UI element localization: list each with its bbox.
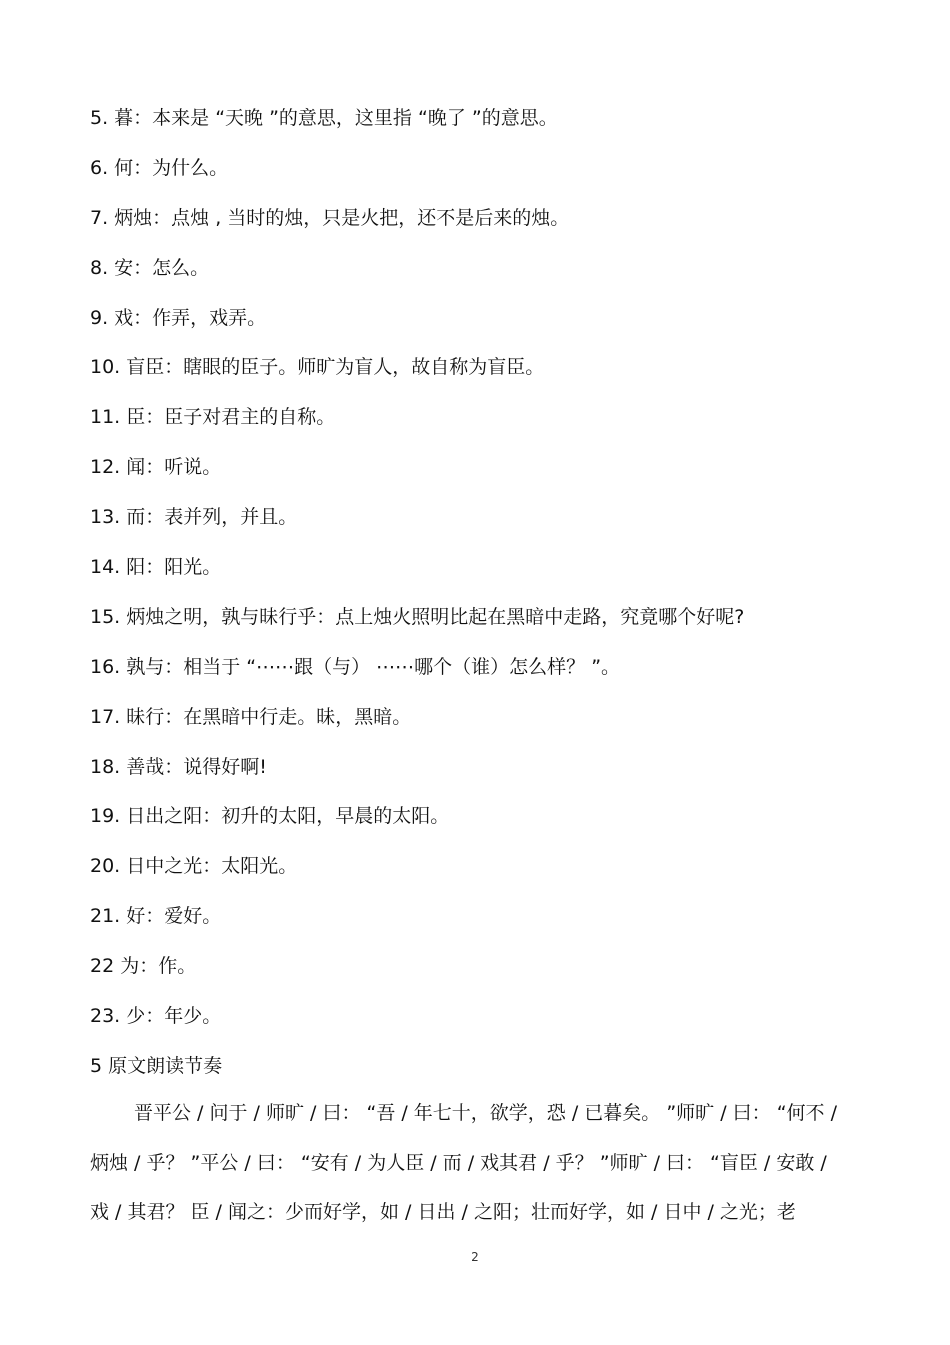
- annotation-item: 10. 盲臣：瞎眼的臣子。师旷为盲人，故自称为盲臣。: [90, 356, 545, 379]
- annotation-item: 18. 善哉：说得好啊!: [90, 755, 267, 778]
- annotation-item: 8. 安：怎么。: [90, 256, 210, 279]
- annotation-item: 6. 何：为什么。: [90, 156, 229, 179]
- annotation-item: 7. 炳烛：点烛 , 当时的烛，只是火把，还不是后来的烛。: [90, 206, 570, 229]
- passage-line: 炳烛 / 乎？ ”平公 / 曰： “安有 / 为人臣 / 而 / 戏其君 / 乎？ ”师旷 / 曰： “盲臣 / 安敢 /: [90, 1151, 827, 1174]
- annotation-item: 14. 阳：阳光。: [90, 556, 222, 579]
- annotation-item: 20. 日中之光：太阳光。: [90, 855, 298, 878]
- annotation-item: 17. 昧行：在黑暗中行走。昧，黑暗。: [90, 705, 412, 728]
- annotation-item: 12. 闻：听说。: [90, 456, 222, 479]
- annotation-item: 13. 而：表并列，并且。: [90, 506, 298, 529]
- annotation-item: 23. 少：年少。: [90, 1005, 222, 1028]
- annotation-item: 19. 日出之阳：初升的太阳，早晨的太阳。: [90, 805, 450, 828]
- annotation-item: 11. 臣：臣子对君主的自称。: [90, 406, 336, 429]
- annotation-item: 15. 炳烛之明，孰与昧行乎：点上烛火照明比起在黑暗中走路，究竟哪个好呢?: [90, 605, 745, 628]
- annotation-item: 5. 暮：本来是 “天晚 ”的意思，这里指 “晚了 ”的意思。: [90, 107, 558, 129]
- passage-line: 戏 / 其君？ 臣 / 闻之：少而好学，如 / 日出 / 之阳；壮而好学，如 / 日中 / 之光；老: [90, 1201, 796, 1224]
- annotation-item: 22 为：作。: [90, 955, 197, 978]
- section-heading: 5 原文朗读节奏: [90, 1054, 223, 1077]
- annotation-item: 9. 戏：作弄，戏弄。: [90, 306, 267, 329]
- passage-line: 晋平公 / 问于 / 师旷 / 曰： “吾 / 年七十，欲学，恐 / 已暮矣。 ”师旷 / 曰： “何不 /: [134, 1102, 837, 1124]
- annotation-item: 16. 孰与：相当于 “⋯⋯跟（与） ⋯⋯哪个（谁）怎么样？ ”。: [90, 655, 621, 678]
- annotation-item: 21. 好：爱好。: [90, 905, 222, 928]
- reading-rhythm-passage: [90, 1099, 860, 1248]
- annotation-list: [90, 104, 870, 1080]
- page-number: 2: [471, 1250, 479, 1264]
